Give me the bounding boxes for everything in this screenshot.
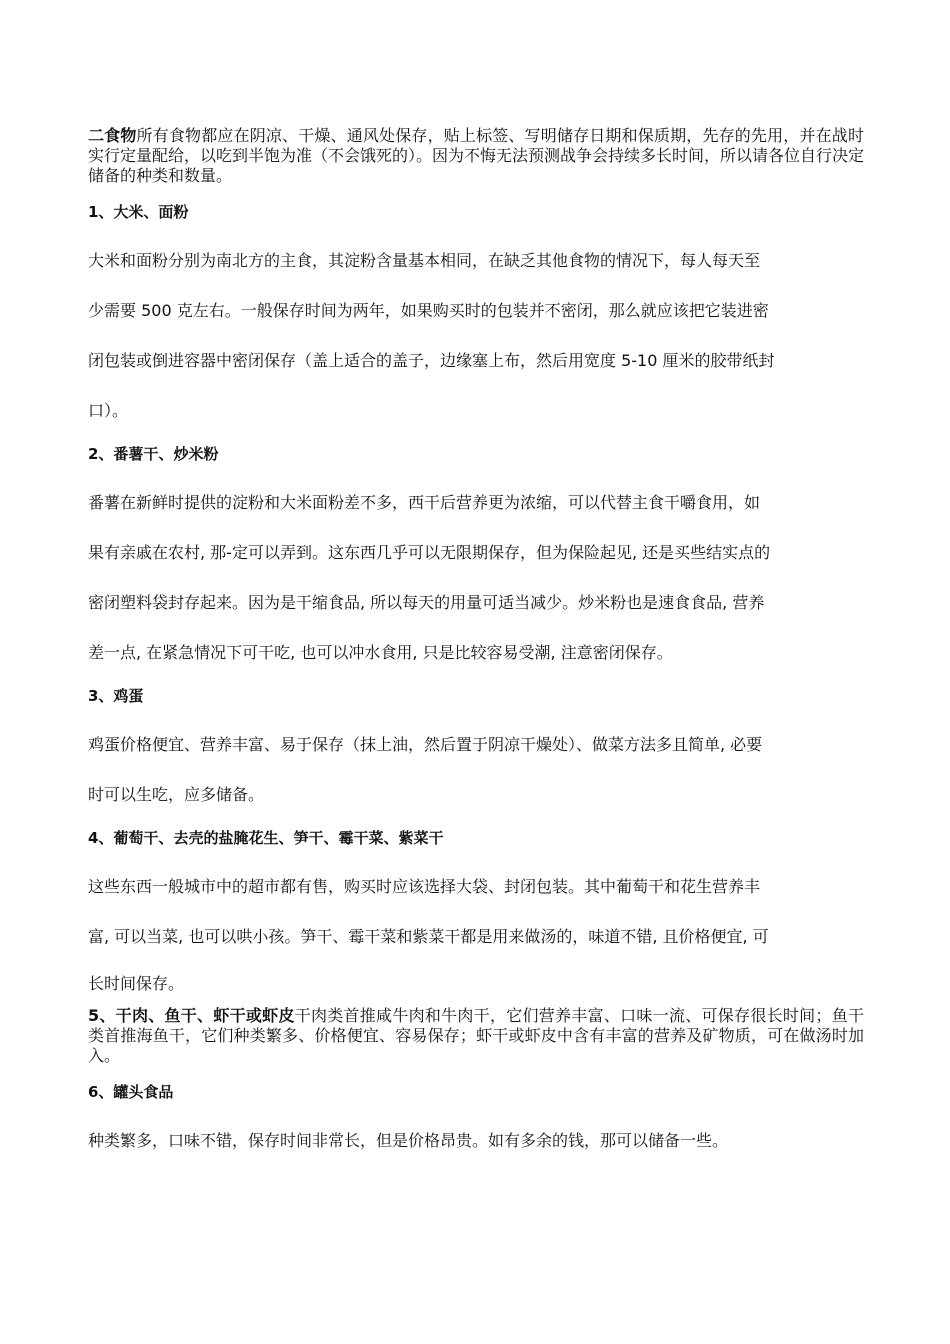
body-line: 口）。 — [88, 401, 129, 420]
body-line: 差一点, 在紧急情况下可干吃, 也可以冲水食用, 只是比较容易受潮, 注意密闭保存。 — [88, 643, 673, 662]
body-line: 果有亲戚在农村, 那-定可以弄到。这东西几乎可以无限期保存，但为保险起见, 还是买些结实点的 — [88, 543, 771, 562]
section-heading: 1、大米、面粉 — [88, 203, 189, 221]
section5-paragraph — [88, 1006, 864, 1066]
body-line: 种类繁多，口味不错，保存时间非常长，但是价格昂贵。如有多余的钱，那可以储备一些。 — [88, 1131, 729, 1150]
body-line: 鸡蛋价格便宜、营养丰富、易于保存（抹上油，然后置于阴凉干燥处）、做菜方法多且简单, 必要 — [88, 735, 763, 754]
body-line: 大米和面粉分别为南北方的主食，其淀粉含量基本相同，在缺乏其他食物的情况下，每人每天至 — [88, 251, 761, 270]
section5-text: 干肉类首推咸牛肉和牛肉干，它们营养丰富、口味一流、可保存很长时间；鱼干类首推海鱼干，它们种类繁多、价格便宜、容易保存；虾干或虾皮中含有丰富的营养及矿物质，可在做汤时加入。 — [88, 1006, 864, 1065]
section-heading: 2、番薯干、炒米粉 — [88, 445, 219, 463]
body-line: 少需要 500 克左右。一般保存时间为两年，如果购买时的包装并不密闭，那么就应该把它装进密 — [88, 301, 769, 320]
section5-heading: 5、干肉、鱼干、虾干或虾皮 — [88, 1006, 295, 1025]
body-line: 密闭塑料袋封存起来。因为是干缩食品, 所以每天的用量可适当减少。炒米粉也是速食食品, 营养 — [88, 593, 765, 612]
body-line: 这些东西一般城市中的超市都有售，购买时应该选择大袋、封闭包装。其中葡萄干和花生营养丰 — [88, 877, 761, 896]
section-heading: 3、鸡蛋 — [88, 687, 144, 705]
body-line: 长时间保存。 — [88, 974, 185, 993]
body-line: 番薯在新鲜时提供的淀粉和大米面粉差不多，西干后营养更为浓缩，可以代替主食干嚼食用，如 — [88, 493, 761, 512]
document-body — [88, 126, 864, 1166]
intro-paragraph — [88, 126, 864, 186]
section-heading: 6、罐头食品 — [88, 1083, 174, 1101]
body-line: 富, 可以当菜, 也可以哄小孩。笋干、霉干菜和紫菜干都是用来做汤的，味道不错, 且价格便宜, 可 — [88, 927, 769, 946]
body-line: 闭包装或倒进容器中密闭保存（盖上适合的盖子，边缘塞上布，然后用宽度 5-10 厘米的胶带纸封 — [88, 351, 775, 370]
intro-text: 所有食物都应在阴凉、干燥、通风处保存，贴上标签、写明储存日期和保质期，先存的先用，并在战时实行定量配给，以吃到半饱为准（不会饿死的）。因为不悔无法预测战争会持续多长时间，所以请各位自行决定储备的种类和数量。 — [88, 126, 865, 185]
body-line: 时可以生吃，应多储备。 — [88, 785, 265, 804]
intro-title: 二食物 — [88, 126, 137, 145]
section-heading: 4、葡萄干、去壳的盐腌花生、笋干、霉干菜、紫菜干 — [88, 829, 444, 847]
